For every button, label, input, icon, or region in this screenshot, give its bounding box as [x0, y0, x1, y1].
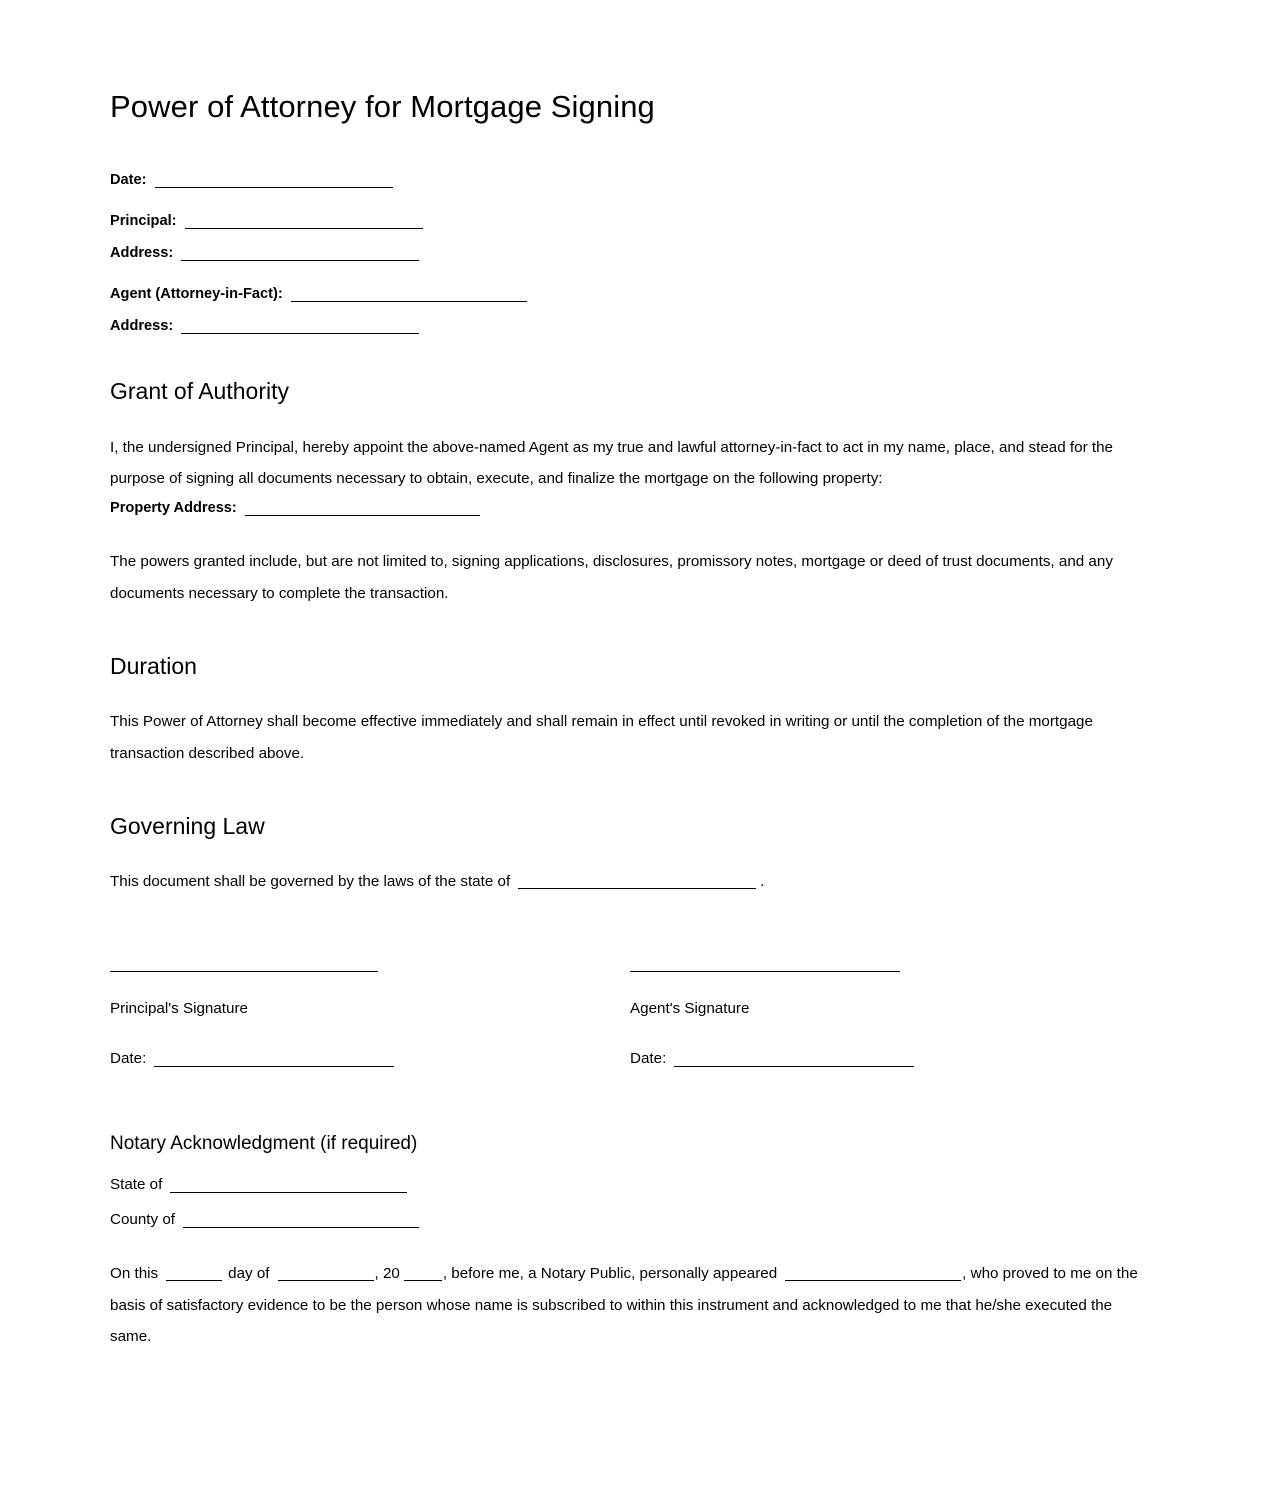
agent-fields [110, 287, 1150, 334]
date-blank[interactable] [155, 187, 393, 188]
agent-address-label: Address: [110, 318, 174, 335]
principal-signature-line[interactable] [110, 971, 378, 972]
agent-address-blank[interactable] [181, 333, 419, 334]
property-address-label: Property Address: [110, 500, 237, 517]
agent-signature-caption: Agent's Signature [630, 1000, 750, 1018]
notary-heading: Notary Acknowledgment (if required) [110, 1132, 418, 1154]
page-title: Power of Attorney for Mortgage Signing [110, 89, 655, 124]
notary-text-on-this: On this [110, 1265, 159, 1283]
agent-blank[interactable] [291, 301, 527, 302]
agent-field-row [110, 287, 1150, 302]
principal-address-blank[interactable] [181, 260, 419, 261]
principal-fields [110, 214, 1150, 261]
notary-county-field-row [110, 1212, 1150, 1228]
date-field-row [110, 173, 1150, 188]
notary-county-label: County of [110, 1211, 176, 1229]
property-address-blank[interactable] [245, 515, 480, 516]
agent-date-label: Date: [630, 1049, 667, 1067]
notary-county-blank[interactable] [183, 1227, 419, 1228]
header-fields [110, 173, 1150, 188]
signature-area [110, 971, 1150, 1066]
governing-law-text-before: This document shall be governed by the laws of the state of [110, 873, 511, 891]
notary-acknowledgment-paragraph [110, 1258, 1150, 1351]
notary-section [110, 1133, 1150, 1352]
notary-text-tail: , who proved to me on the basis of satisfactory evidence to be the person whose name is subscribed to within this instrument and acknowledged to me that he/she executed the same. [110, 1265, 1138, 1345]
principal-address-label: Address: [110, 245, 174, 262]
principal-label: Principal: [110, 213, 177, 230]
governing-law-state-blank[interactable] [518, 888, 756, 889]
spacer [110, 188, 1150, 214]
agent-date-field-row [630, 1050, 1150, 1067]
date-label: Date: [110, 172, 147, 189]
notary-appeared-name-blank[interactable] [785, 1280, 961, 1281]
principal-date-blank[interactable] [154, 1066, 394, 1067]
principal-signature-caption: Principal's Signature [110, 1000, 248, 1018]
grant-of-authority-paragraph-2: The powers granted include, but are not limited to, signing applications, disclosures, promissory notes, mortgage or deed of trust documents, and any documents necessary to complete the transaction. [110, 553, 1113, 602]
principal-signature-column [110, 971, 630, 1066]
principal-date-field-row [110, 1050, 630, 1067]
principal-blank[interactable] [185, 228, 423, 229]
governing-law-heading: Governing Law [110, 812, 265, 839]
notary-year-blank[interactable] [404, 1280, 442, 1281]
agent-address-field-row [110, 319, 1150, 334]
agent-label: Agent (Attorney-in-Fact): [110, 286, 283, 303]
spacer [110, 520, 1150, 546]
duration-paragraph: This Power of Attorney shall become effective immediately and shall remain in effect until revoked in writing or until the completion of the mortgage transaction described above. [110, 713, 1093, 762]
notary-state-label: State of [110, 1176, 163, 1194]
principal-date-label: Date: [110, 1049, 147, 1067]
agent-date-blank[interactable] [674, 1066, 914, 1067]
notary-text-year-prefix: , 20 [374, 1265, 400, 1283]
notary-state-blank[interactable] [170, 1192, 407, 1193]
principal-field-row [110, 214, 1150, 229]
agent-signature-line[interactable] [630, 971, 900, 972]
notary-text-day-of: day of [228, 1265, 270, 1283]
governing-law-paragraph [110, 866, 1150, 897]
notary-text-before-me: , before me, a Notary Public, personally appeared [442, 1265, 778, 1283]
duration-heading: Duration [110, 652, 197, 679]
grant-of-authority-heading: Grant of Authority [110, 378, 289, 405]
notary-day-blank[interactable] [166, 1280, 222, 1281]
property-address-field-row [110, 496, 1150, 520]
notary-state-field-row [110, 1177, 1150, 1193]
agent-signature-column [630, 971, 1150, 1066]
grant-of-authority-paragraph-1: I, the undersigned Principal, hereby appoint the above-named Agent as my true and lawful attorney-in-fact to act in my name, place, and stead for the purpose of signing all documents necessary to obtain, execute, and finalize the mortgage on the following property: [110, 438, 1113, 487]
principal-address-field-row [110, 246, 1150, 261]
spacer [110, 261, 1150, 287]
notary-month-blank[interactable] [278, 1280, 374, 1281]
governing-law-text-after: . [760, 873, 765, 891]
